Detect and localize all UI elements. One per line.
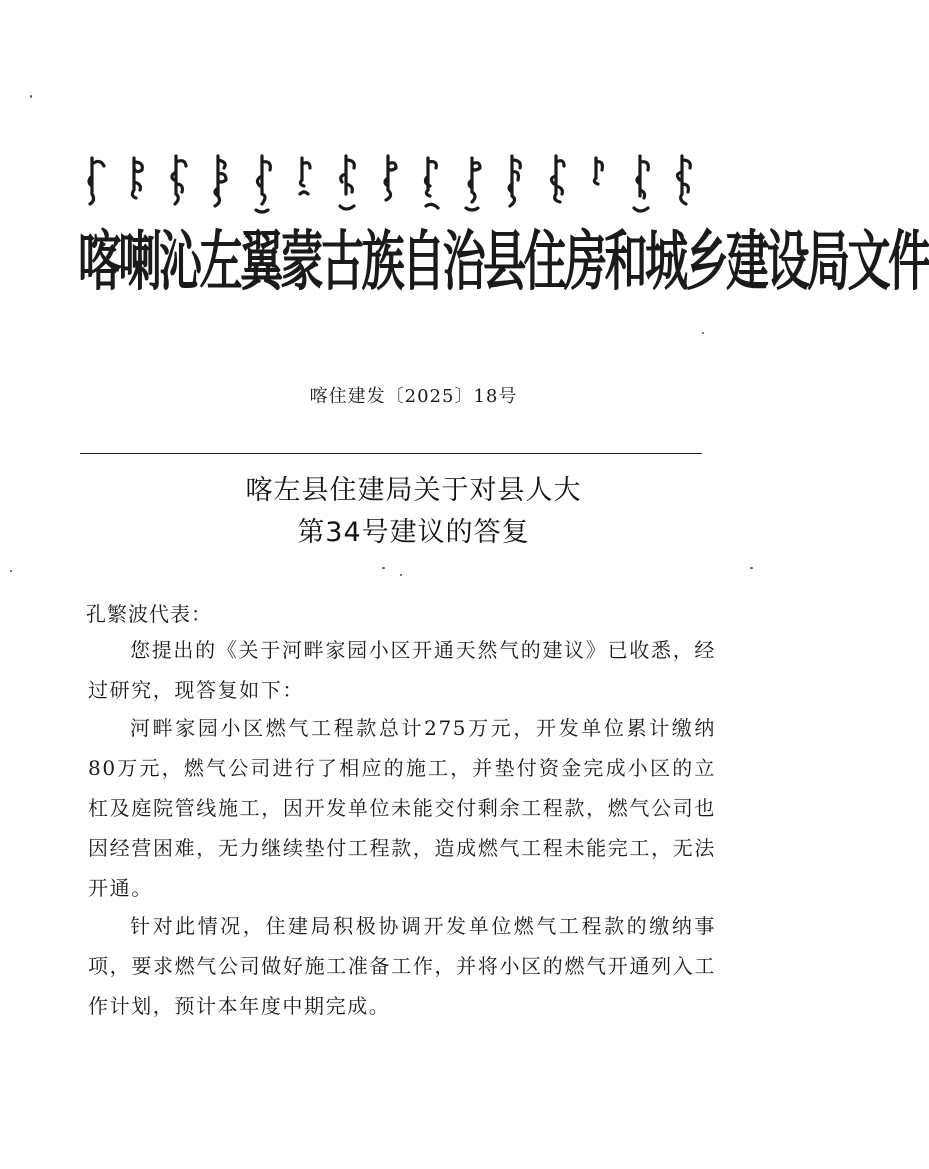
scan-speck [702, 332, 704, 334]
body-paragraph-2: 河畔家园小区燃气工程款总计275万元，开发单位累计缴纳80万元，燃气公司进行了相应的施工，并垫付资金完成小区的立杠及庭院管线施工，因开发单位未能交付剩余工程款，燃气公司也因经营困难，无力继续垫付工程款，造成燃气工程未能完工，无法开通。 [88, 716, 716, 900]
body-paragraph-3: 针对此情况，住建局积极协调开发单位燃气工程款的缴纳事项，要求燃气公司做好施工准备工作，并将小区的燃气开通列入工作计划，预计本年度中期完成。 [88, 914, 716, 1018]
header-divider [80, 453, 702, 454]
scan-speck [30, 95, 32, 98]
scan-speck [382, 567, 385, 569]
scan-speck [10, 570, 12, 572]
scan-speck [400, 574, 402, 576]
reply-title-line-2: 第34号建议的答复 [297, 517, 530, 548]
body-paragraph-1: 您提出的《关于河畔家园小区开通天然气的建议》已收悉，经过研究，现答复如下： [88, 638, 716, 702]
scan-speck [750, 567, 753, 569]
agency-header-title: 喀喇沁左翼蒙古族自治县住房和城乡建设局文件 [78, 224, 929, 300]
document-number: 喀住建发〔2025〕18号 [309, 386, 518, 407]
reply-title-line-1: 喀左县住建局关于对县人大 [245, 475, 582, 506]
salutation: 孔繁波代表： [86, 602, 212, 626]
